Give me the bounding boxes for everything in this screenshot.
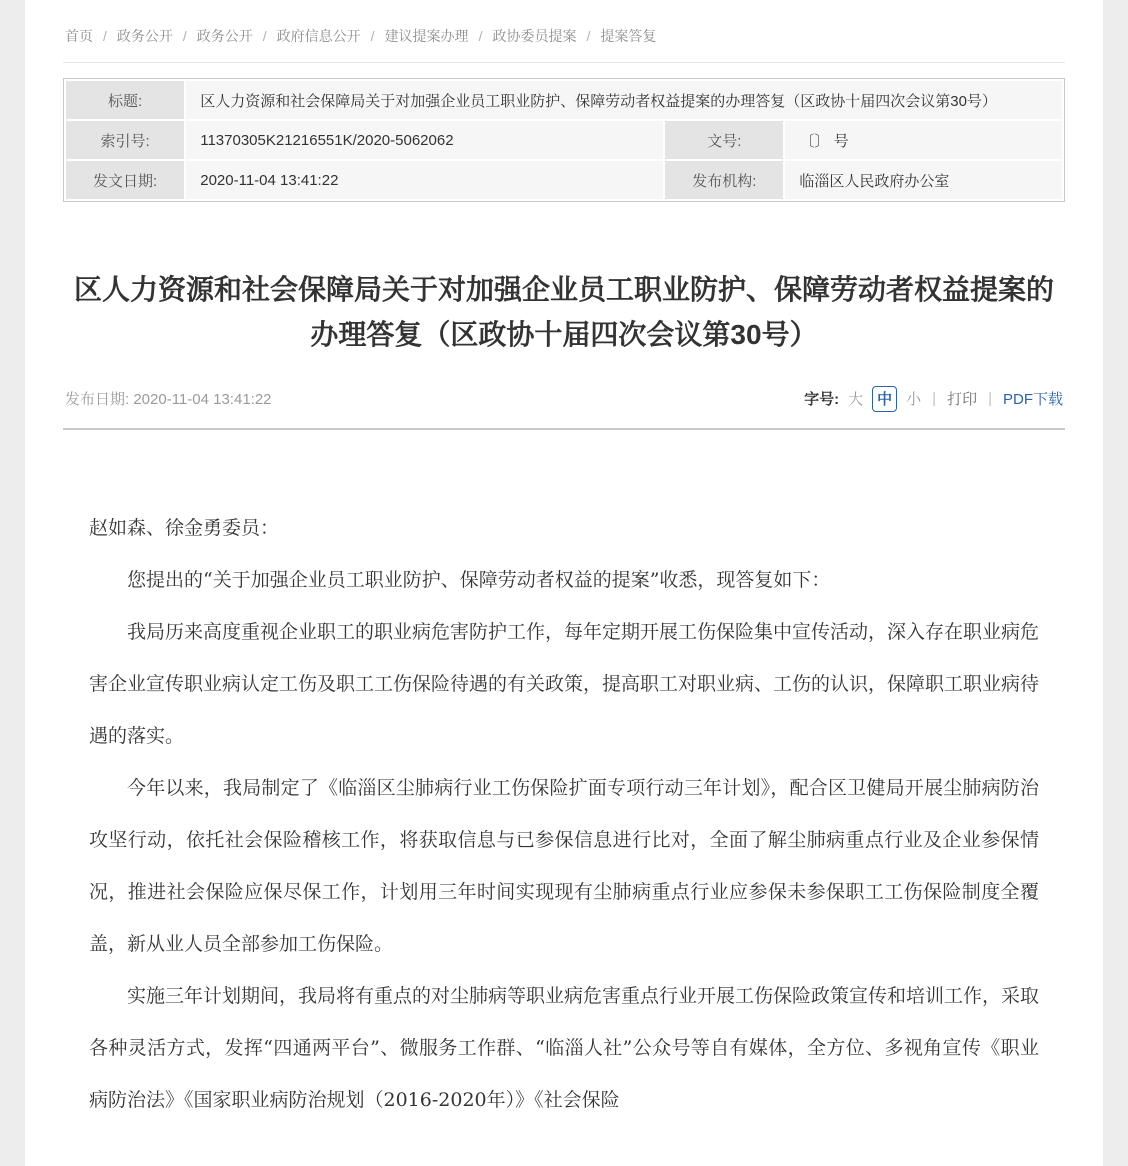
publish-date-value: 2020-11-04 13:41:22 bbox=[133, 391, 272, 409]
page-title: 区人力资源和社会保障局关于对加强企业员工职业防护、保障劳动者权益提案的办理答复（区政协十届四次会议第30号） bbox=[73, 274, 1054, 350]
header-divider bbox=[63, 428, 1065, 430]
font-size-medium-button[interactable]: 中 bbox=[872, 386, 897, 412]
breadcrumb-separator: / bbox=[478, 28, 483, 44]
breadcrumb-separator: / bbox=[262, 28, 267, 44]
meta-issue-date-label: 发文日期: bbox=[65, 160, 185, 200]
meta-issue-date-value: 2020-11-04 13:41:22 bbox=[185, 160, 664, 200]
breadcrumb-separator: / bbox=[586, 28, 591, 44]
body-paragraph: 我局历来高度重视企业职工的职业病危害防护工作，每年定期开展工伤保险集中宣传活动，深入存在职业病危害企业宣传职业病认定工伤及职工工伤保险待遇的有关政策，提高职工对职业病、工伤的认识，保障职工职业病待遇的落实。 bbox=[89, 620, 1040, 747]
print-button[interactable]: 打印 bbox=[947, 391, 978, 409]
meta-title-label: 标题: bbox=[65, 80, 185, 120]
page-card bbox=[25, 0, 1103, 1166]
breadcrumb bbox=[63, 20, 1065, 63]
publish-date-label: 发布日期: bbox=[65, 391, 130, 409]
meta-index-value: 11370305K21216551K/2020-5062062 bbox=[185, 120, 664, 160]
article-body bbox=[63, 502, 1065, 1166]
article-meta-row bbox=[63, 386, 1065, 412]
body-paragraph-salutation: 赵如森、徐金勇委员： bbox=[89, 516, 280, 539]
table-row bbox=[65, 80, 1063, 120]
table-row bbox=[65, 160, 1063, 200]
breadcrumb-separator: / bbox=[370, 28, 375, 44]
breadcrumb-item-cppcc-proposals[interactable]: 政协委员提案 bbox=[492, 28, 577, 44]
article-toolbar bbox=[804, 386, 1063, 412]
breadcrumb-item-zwgk-1[interactable]: 政务公开 bbox=[116, 28, 173, 44]
breadcrumb-item-zwgk-2[interactable]: 政务公开 bbox=[196, 28, 253, 44]
toolbar-separator: | bbox=[932, 390, 937, 408]
meta-doc-no-value: 〔〕 号 bbox=[784, 120, 1063, 160]
breadcrumb-item-home[interactable]: 首页 bbox=[65, 28, 93, 44]
breadcrumb-separator: / bbox=[182, 28, 187, 44]
body-paragraph: 实施三年计划期间，我局将有重点的对尘肺病等职业病危害重点行业开展工伤保险政策宣传和培训工作，采取各种灵活方式，发挥“四通两平台”、微服务工作群、“临淄人社”公众号等自有媒体，全方位、多视角宣传《职业病防治法》《国家职业病防治规划（2016-2020年）》《社会保险 bbox=[89, 984, 1040, 1111]
breadcrumb-separator: / bbox=[103, 28, 107, 44]
body-paragraph: 您提出的“关于加强企业员工职业防护、保障劳动者权益的提案”收悉，现答复如下： bbox=[127, 568, 831, 591]
table-row bbox=[65, 120, 1063, 160]
document-meta-table bbox=[63, 78, 1065, 202]
font-size-small-button[interactable]: 小 bbox=[906, 391, 922, 409]
meta-doc-no-label: 文号: bbox=[664, 120, 784, 160]
pdf-download-button[interactable]: PDF下载 bbox=[1002, 391, 1063, 409]
breadcrumb-item-gov-info[interactable]: 政府信息公开 bbox=[276, 28, 361, 44]
meta-index-label: 索引号: bbox=[65, 120, 185, 160]
breadcrumb-item-proposal-handling[interactable]: 建议提案办理 bbox=[384, 28, 469, 44]
toolbar-separator: | bbox=[988, 390, 992, 408]
body-paragraph: 今年以来，我局制定了《临淄区尘肺病行业工伤保险扩面专项行动三年计划》，配合区卫健局开展尘肺病防治攻坚行动，依托社会保险稽核工作，将获取信息与已参保信息进行比对，全面了解尘肺病重点行业及企业参保情况，推进社会保险应保尽保工作，计划用三年时间实现现有尘肺病重点行业应参保未参保职工工伤保险制度全覆盖，新从业人员全部参加工伤保险。 bbox=[89, 776, 1039, 955]
font-size-label: 字号: bbox=[804, 391, 840, 409]
meta-agency-label: 发布机构: bbox=[664, 160, 784, 200]
meta-title-value: 区人力资源和社会保障局关于对加强企业员工职业防护、保障劳动者权益提案的办理答复（区政协十届四次会议第30号） bbox=[185, 80, 1063, 120]
font-size-large-button[interactable]: 大 bbox=[848, 391, 864, 409]
meta-agency-value: 临淄区人民政府办公室 bbox=[784, 160, 1063, 200]
publish-date bbox=[65, 388, 272, 409]
breadcrumb-item-proposal-reply[interactable]: 提案答复 bbox=[600, 28, 657, 44]
